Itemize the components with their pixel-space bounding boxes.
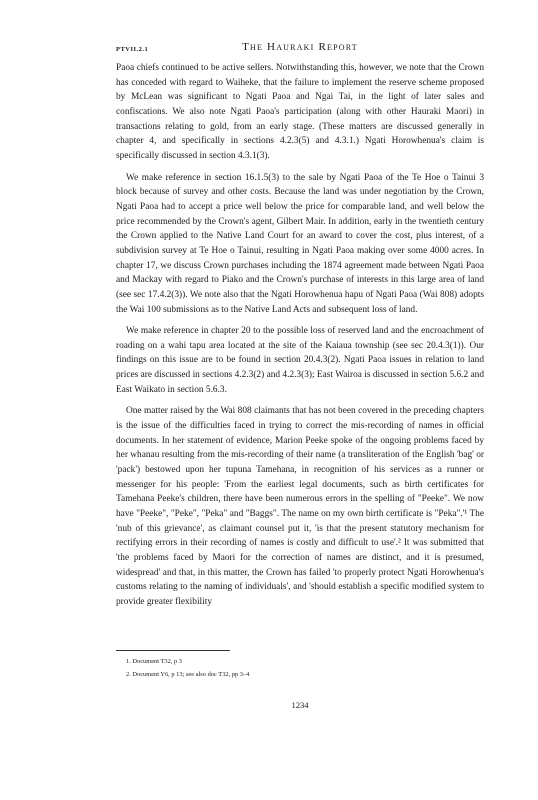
paragraph-1: Paoa chiefs continued to be active sellers. Notwithstanding this, however, we note that the Crown has conceded with regard to Waiheke, that the failure to implement the reserve scheme proposed by McLean was significant to Ngati Paoa and Ngai Tai, in the light of later sales and confiscations. We also note Ngati Paoa's participation (along with other Hauraki Maori) in transactions relating to gold, from an early stage. (These matters are discussed generally in chapter 4, and specifically in sections 4.2.3(5) and 4.3.1.) Ngati Horowhenua's claim is specifically discussed in section 4.3.1(3). bbox=[116, 63, 484, 161]
footnote-rule bbox=[116, 650, 230, 651]
running-title: The Hauraki Report bbox=[242, 41, 358, 53]
body-text bbox=[116, 61, 484, 617]
paragraph-4: One matter raised by the Wai 808 claimants that has not been covered in the preceding chapters is the issue of the difficulties faced in trying to correct the mis-recording of names in official documents. In her statement of evidence, Marion Peeke spoke of the ongoing problems faced by her whanau resulting from the mis-recording of their name (a transliteration of the English 'bag' or 'pack') bestowed upon her tupuna Tamehana, in recognition of his services as a runner or messenger for his people: 'From the earliest legal documents, such as birth certificates for Tamehana Peeke's children, there have been numerous errors in the spelling of "Peeke". We now have "Peeke", "Peke", "Peka" and "Baggs". The name on my own birth certificate is "Peka".'¹ The 'nub of this grievance', as claimant counsel put it, 'is that the present statutory mechanism for rectifying errors in their recording of names is costly and difficult to use'.² It was submitted that 'the problems faced by Maori for the correction of names are distinct, and it is presumed, widespread' and that, in this matter, the Crown has failed 'to properly protect Ngati Horowhenua's customs relating to the naming of individuals', and 'should establish a specific modified system to provide greater flexibility bbox=[116, 406, 484, 607]
footnote-2: 2. Document Y6, p 13; see also doc T32, pp 3–4 bbox=[126, 670, 250, 678]
footnotes bbox=[116, 656, 484, 681]
paragraph-3: We make reference in chapter 20 to the possible loss of reserved land and the encroachment of roading on a wahi tapu area located at the site of the Kaiaua township (see sec 20.4.3(1)). Our findings on this issue are to be found in section 20.4.3(2). Ngati Paoa issues in relation to land prices are discussed in sections 4.2.3(2) and 4.2.3(3); East Wairoa is discussed in section 5.6.2 and East Waikato in section 5.6.3. bbox=[116, 326, 484, 395]
page-number: 1234 bbox=[291, 700, 309, 710]
paragraph-2: We make reference in section 16.1.5(3) to the sale by Ngati Paoa of the Te Hoe o Tainui 3 block because of survey and other costs. Because the land was under negotiation by the Crown, Ngati Paoa had to accept a price well below the price for comparable land, and well below the price recommended by the Crown's agent, Gilbert Mair. In addition, early in the twentieth century the Crown applied to the Native Land Court for an award to cover the cost, plus interest, of a subdivision survey at Te Hoe o Tainui, resulting in Ngati Paoa making over some 4000 acres. In chapter 17, we discuss Crown purchases including the 1874 agreement made between Ngati Paoa and Mackay with regard to Piako and the Crown's purchase of interests in this large area of land (see sec 17.4.2(3)). We note also that the Ngati Horowhenua hapu of Ngati Paoa (Wai 808) adopts the Wai 100 submissions as to the Native Land Acts and subsequent loss of land. bbox=[116, 172, 484, 315]
footnote-1: 1. Document T32, p 3 bbox=[126, 658, 182, 665]
section-identifier: PTVII.2.1 bbox=[116, 46, 149, 53]
